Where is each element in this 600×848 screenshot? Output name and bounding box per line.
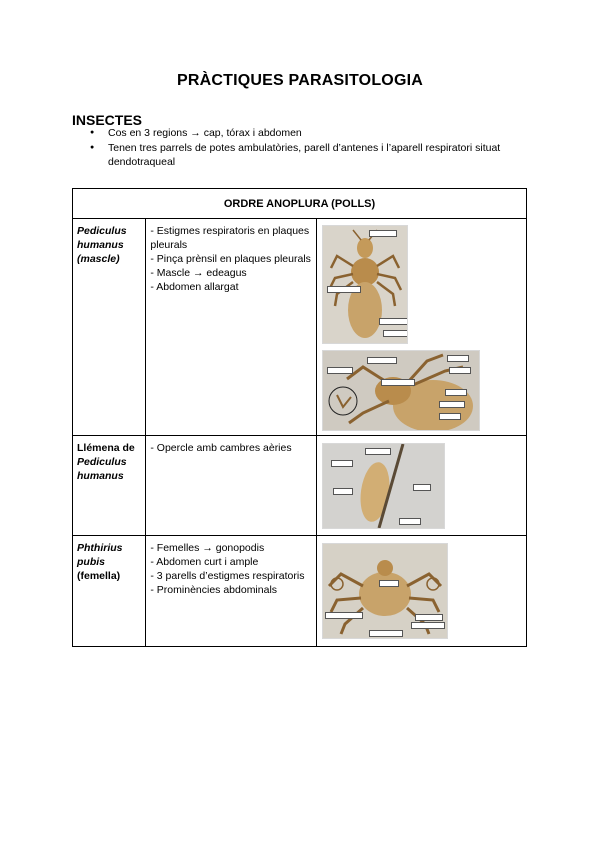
feature-item: - Femelles → gonopodis [150,542,265,554]
bullet-item: ● Tenen tres parrels de potes ambulatòries, parell d’antenes i l’aparell respiratori situat dendotraqueal [108,141,568,170]
phthirius-photo [322,543,448,639]
annotation-label [439,413,461,420]
page-title: PRÀCTIQUES PARASITOLOGIA [176,72,423,89]
species-note: (mascle) [77,253,120,265]
annotation-label [445,389,467,396]
annotation-label [447,355,469,362]
species-note: (femella) [77,570,121,582]
section-heading: INSECTES [72,112,143,128]
annotation-label [379,318,408,325]
species-name: Pediculus humanus [77,456,127,482]
annotation-label [365,448,391,455]
feature-item: - Prominències abdominals [150,584,278,596]
features-cell [146,436,316,536]
annotation-label [383,330,408,337]
feature-item: - 3 parells d’estigmes respiratoris [150,570,305,582]
table-row [73,436,527,536]
annotation-label [333,488,353,495]
annotation-label [369,630,403,637]
feature-item: - Estigmes respiratoris en plaques pleurals [150,225,310,251]
annotation-label [415,614,443,621]
annotation-label [327,367,353,374]
annotation-label [369,230,397,237]
anoplura-table [72,188,527,647]
annotation-label [325,612,363,619]
annotation-label [327,286,361,293]
table-row [73,219,527,436]
pediculus-detail-photo [322,350,480,431]
species-cell [73,536,146,647]
image-cell [316,536,526,647]
pediculus-dorsal-photo [322,225,408,344]
feature-item: - Pinça prènsil en plaques pleurals [150,253,311,265]
annotation-label [411,622,445,629]
image-cell [316,219,526,436]
species-name: Phthirius pubis [77,542,123,568]
annotation-label [439,401,465,408]
feature-item: - Mascle → edeagus [150,267,247,279]
annotation-label [399,518,421,525]
annotation-label [449,367,471,374]
species-prefix: Llémena de [77,442,135,454]
feature-item: - Opercle amb cambres aèries [150,442,292,454]
annotation-label [367,357,397,364]
annotation-label [379,580,399,587]
features-cell [146,536,316,647]
annotation-label [381,379,415,386]
table-row [73,536,527,647]
feature-item: - Abdomen curt i ample [150,556,259,568]
features-cell [146,219,316,436]
annotation-label [413,484,431,491]
species-cell [73,436,146,536]
nit-photo [322,443,445,529]
species-cell [73,219,146,436]
bullet-item: ● Cos en 3 regions → cap, tórax i abdomen [108,126,568,141]
image-cell [316,436,526,536]
species-name: Pediculus humanus [77,225,127,251]
table-header: ORDRE ANOPLURA (POLLS) [73,189,527,219]
feature-item: - Abdomen allargat [150,281,239,293]
annotation-label [331,460,353,467]
bullet-list [72,126,568,170]
